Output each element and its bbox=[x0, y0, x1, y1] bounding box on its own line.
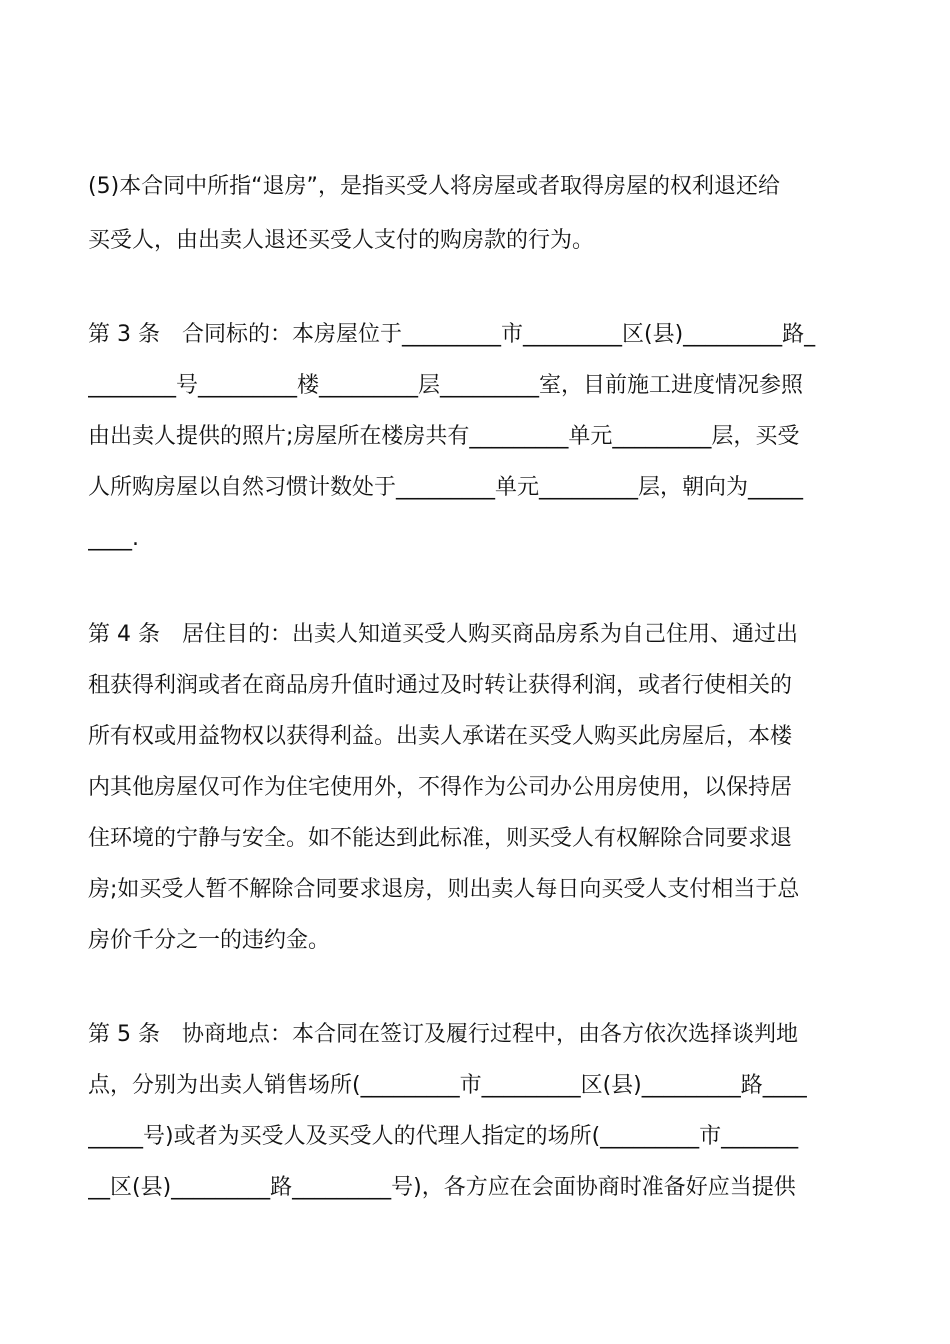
clause-2-5-line-1: (5)本合同中所指“退房”，是指买受人将房屋或者取得房屋的权利退还给 bbox=[88, 174, 780, 199]
clause-5-line-2: 点，分别为出卖人销售场所(_________市_________区(县)_________路____ bbox=[88, 1073, 807, 1098]
clause-3-line-2: ________号_________楼_________层_________室，目前施工进度情况参照 bbox=[88, 373, 804, 398]
clause-4-line-2: 租获得利润或者在商品房升值时通过及时转让获得利润，或者行使相关的 bbox=[88, 673, 793, 698]
clause-4-line-3: 所有权或用益物权以获得利益。出卖人承诺在买受人购买此房屋后，本楼 bbox=[88, 724, 793, 749]
clause-4-line-6: 房;如买受人暂不解除合同要求退房，则出卖人每日向买受人支付相当于总 bbox=[88, 877, 800, 902]
clause-3-line-5: ____. bbox=[88, 526, 139, 551]
clause-5-line-1: 第 5 条 协商地点：本合同在签订及履行过程中，由各方依次选择谈判地 bbox=[88, 1022, 798, 1047]
clause-2-5-line-2: 买受人，由出卖人退还买受人支付的购房款的行为。 bbox=[88, 228, 595, 253]
clause-3-line-4: 人所购房屋以自然习惯计数处于_________单元_________层，朝向为_____ bbox=[88, 475, 804, 500]
clause-5-line-3: _____号)或者为买受人及买受人的代理人指定的场所(_________市_______ bbox=[88, 1124, 799, 1149]
clause-4-line-7: 房价千分之一的违约金。 bbox=[88, 928, 331, 953]
clause-4-line-1: 第 4 条 居住目的：出卖人知道买受人购买商品房系为自己住用、通过出 bbox=[88, 622, 798, 647]
clause-5-line-4: __区(县)_________路_________号)，各方应在会面协商时准备好应当提供 bbox=[88, 1175, 796, 1200]
clause-3-line-3: 由出卖人提供的照片;房屋所在楼房共有_________单元_________层，买受 bbox=[88, 424, 800, 449]
clause-4-line-4: 内其他房屋仅可作为住宅使用外，不得作为公司办公用房使用，以保持居 bbox=[88, 775, 793, 800]
clause-4-line-5: 住环境的宁静与安全。如不能达到此标准，则买受人有权解除合同要求退 bbox=[88, 826, 793, 851]
clause-3-line-1: 第 3 条 合同标的：本房屋位于_________市_________区(县)_________路_ bbox=[88, 322, 816, 347]
